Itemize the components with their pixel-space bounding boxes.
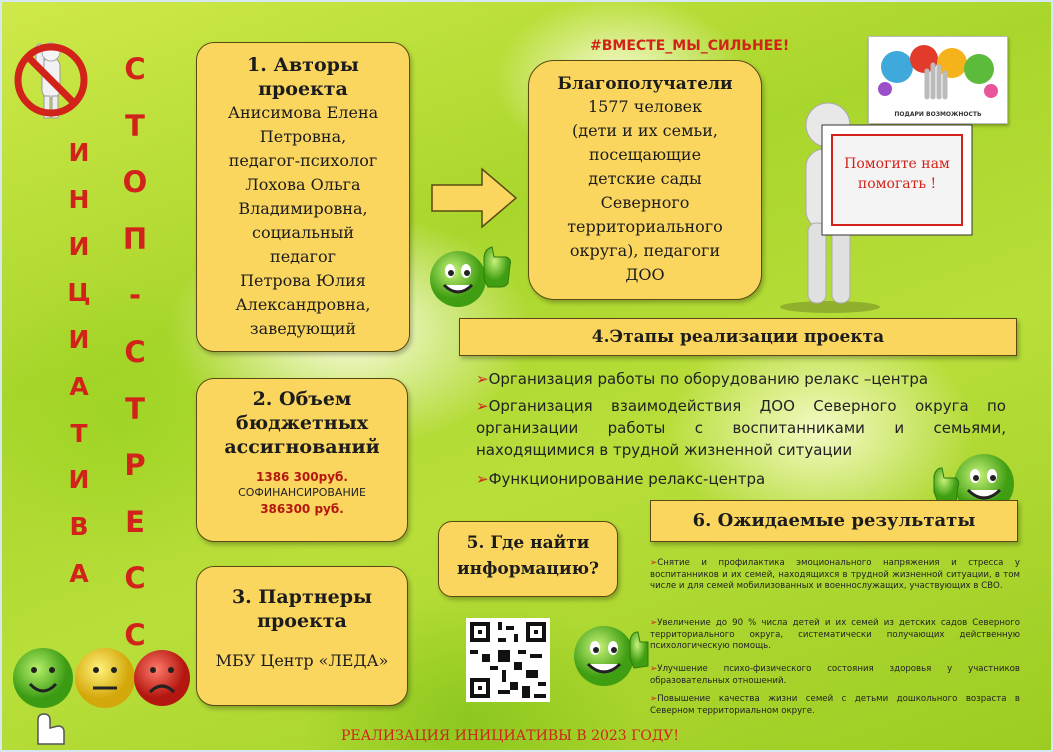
help-sign-text: Помогите нам помогать ! (844, 156, 950, 192)
vertical-letter: Т (125, 108, 145, 143)
beneficiaries-line: Северного (600, 193, 690, 212)
vertical-letter: С (124, 561, 146, 596)
vertical-letter: И (68, 138, 90, 167)
vertical-letter: В (69, 512, 89, 542)
vertical-letter: - (128, 278, 142, 313)
qr-code-icon[interactable] (466, 618, 550, 702)
arrow-bullet-icon: ➢ (650, 618, 658, 628)
authors-line: социальный (251, 223, 355, 242)
result-text: Повышение качества жизни семей с детьми дошкольного возраста в Северном территориальном округе. (650, 694, 1020, 716)
stage-item (476, 368, 1006, 390)
info-card (438, 521, 618, 597)
beneficiaries-line: посещающие (588, 145, 702, 164)
budget-amount: 1386 300руб. (256, 470, 348, 484)
vertical-title-stop-stress (118, 52, 152, 652)
result-item (650, 694, 1020, 717)
stage-item (476, 468, 1006, 490)
stage-text: Организация работы по оборудованию релакс –центра (488, 370, 929, 388)
authors-card (196, 42, 410, 352)
vertical-letter: И (68, 465, 90, 495)
logo-caption: ПОДАРИ ВОЗМОЖНОСТЬ (894, 111, 982, 118)
smiley-icon (566, 618, 652, 694)
partners-title: 3. Партнеры проекта (231, 586, 373, 632)
stage-item (476, 395, 1006, 461)
arrow-bullet-icon: ➢ (476, 397, 489, 415)
authors-line: педагог (270, 247, 336, 266)
man-with-sign-icon (770, 95, 990, 315)
budget-card (196, 378, 408, 542)
hashtag: #ВМЕСТЕ_МЫ_СИЛЬНЕЕ! (590, 38, 790, 54)
results-header: 6. Ожидаемые результаты (650, 500, 1018, 542)
stage-text: Функционирование релакс-центра (488, 470, 766, 488)
beneficiaries-card (528, 60, 762, 300)
cofinance-label: СОФИНАНСИРОВАНИЕ (238, 486, 366, 499)
vertical-letter: Т (70, 418, 88, 448)
arrow-bullet-icon: ➢ (650, 664, 658, 674)
vertical-letter: И (68, 325, 90, 355)
authors-line: Петрова Юлия (240, 271, 366, 290)
result-item (650, 558, 1020, 593)
vertical-letter: Е (125, 504, 145, 539)
arrow-bullet-icon: ➢ (476, 370, 489, 388)
vertical-letter: С (124, 334, 146, 369)
authors-title: 1. Авторы проекта (247, 54, 359, 100)
authors-list (197, 101, 409, 341)
thumbs-up-smiley-icon (428, 235, 514, 311)
mood-smileys-icon (10, 640, 190, 748)
beneficiaries-line: округа), педагоги (569, 241, 721, 260)
beneficiaries-line: 1577 человек (587, 97, 703, 116)
vertical-title-initiative (64, 138, 94, 588)
vertical-letter: А (69, 558, 89, 588)
arrow-bullet-icon: ➢ (650, 558, 658, 568)
cofinance-amount: 386300 руб. (260, 502, 344, 516)
authors-line: Александровна, (235, 295, 371, 314)
result-text: Снятие и профилактика эмоционального напряжения и стресса у воспитанников и их семей, находящихся в трудной жизненной ситуации, в том числе и для семей мобилизованных и военнослужащих, участвующих в СВО. (650, 558, 1020, 592)
beneficiaries-line: ДОО (625, 265, 665, 284)
vertical-letter: С (124, 617, 146, 652)
stage-text: Организация взаимодействия ДОО Северного округа по организации работы с воспитанниками и семьями, находящимися в трудной жизненной ситуации (476, 397, 1006, 459)
arrow-bullet-icon: ➢ (650, 694, 658, 704)
stages-header: 4.Этапы реализации проекта (459, 318, 1017, 356)
authors-line: Лохова Ольга (245, 175, 361, 194)
result-text: Улучшение психо-физического состояния здоровья у участников образовательных отношений. (650, 664, 1020, 686)
stop-sign-icon (14, 40, 88, 122)
arrow-right-icon (430, 167, 518, 229)
vertical-letter: А (69, 371, 89, 401)
authors-line: Петровна, (259, 127, 347, 146)
vertical-letter: П (122, 221, 148, 256)
partners-card (196, 566, 408, 706)
authors-line: заведующий (249, 319, 357, 338)
beneficiaries-line: территориального (567, 217, 723, 236)
budget-title: 2. Объем бюджетных ассигнований (224, 388, 380, 458)
authors-line: педагог-психолог (228, 151, 378, 170)
vertical-letter: О (122, 165, 148, 200)
vertical-letter: Т (125, 391, 145, 426)
vertical-letter: Н (68, 184, 90, 214)
arrow-bullet-icon: ➢ (476, 470, 489, 488)
result-item (650, 618, 1020, 653)
beneficiaries-line: (дети и их семьи, (571, 121, 719, 140)
vertical-letter: Ц (67, 278, 91, 308)
result-item (650, 664, 1020, 687)
authors-line: Владимировна, (238, 199, 368, 218)
beneficiaries-list (529, 95, 761, 287)
result-text: Увеличение до 90 % числа детей и их семей из детских садов Северного территориального округа, систематически получающих действенную психологическую помощь. (650, 618, 1020, 652)
authors-line: Анисимова Елена (227, 103, 379, 122)
beneficiaries-line: детские сады (588, 169, 702, 188)
vertical-letter: Р (124, 448, 146, 483)
vertical-letter: И (68, 231, 90, 261)
info-title: 5. Где найти информацию? (457, 533, 599, 579)
vertical-letter: С (124, 52, 146, 86)
beneficiaries-title: Благополучатели (557, 74, 733, 94)
footer-text: РЕАЛИЗАЦИЯ ИНИЦИАТИВЫ В 2023 ГОДУ! (340, 728, 680, 744)
partners-text: МБУ Центр «ЛЕДА» (215, 651, 389, 670)
